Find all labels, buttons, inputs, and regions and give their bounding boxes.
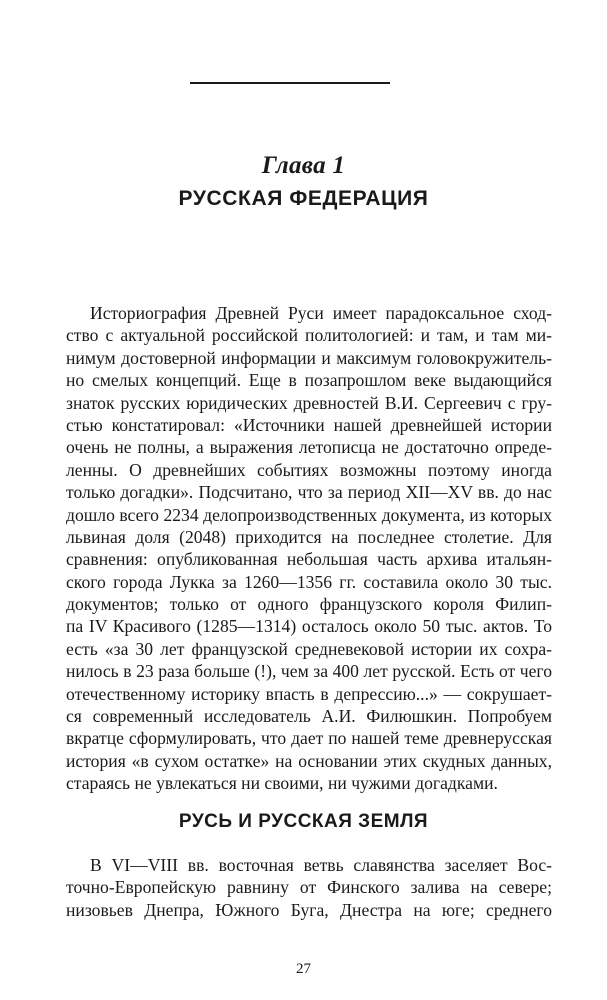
text-line: знаток русских юридических древностей В.И. Сергеевич с гру- <box>66 392 552 413</box>
text-line: стью констатировал: «Источники нашей древнейшей истории <box>66 414 552 435</box>
paragraph-1 <box>66 302 552 795</box>
text-line: история «в сухом остатке» на основании этих скудных данных, <box>66 750 552 771</box>
text-line: ся современный исследователь А.И. Филюшкин. Попробуем <box>66 706 552 727</box>
text-line: вкратце сформулировать, что дает по нашей теме древнерусская <box>66 728 552 749</box>
text-line: низовьев Днепра, Южного Буга, Днестра на юге; среднего <box>66 899 552 920</box>
text-line: нимум достоверной информации и максимум головокружитель- <box>66 347 552 368</box>
text-line: только догадки». Подсчитано, что за период XII—XV вв. до нас <box>66 482 552 503</box>
text-line: отечественному историку впасть в депрессию...» — сокрушает- <box>66 683 552 704</box>
text-line: дошло всего 2234 делопроизводственных документа, из которых <box>66 504 552 525</box>
text-line: В VI—VIII вв. восточная ветвь славянства заселяет Вос- <box>90 855 552 875</box>
text-line: Историография Древней Руси имеет парадоксальное сход- <box>90 303 552 323</box>
page-number: 27 <box>296 961 311 977</box>
text-line: ского города Лукка за 1260—1356 гг. составила около 30 тыс. <box>66 571 552 592</box>
text-line: но смелых концепций. Еще в позапрошлом веке выдающийся <box>66 370 552 391</box>
text-line: документов; только от одного французского короля Филип- <box>66 594 552 615</box>
section-title: РУСЬ И РУССКАЯ ЗЕМЛЯ <box>178 811 429 832</box>
chapter-title: РУССКАЯ ФЕДЕРАЦИЯ <box>178 187 429 210</box>
text-line: точно-Европейскую равнину от Финского залива на севере; <box>66 877 552 898</box>
paragraph-2 <box>66 854 552 921</box>
text-line: стараясь не увлекаться ни своими, ни чужими догадками. <box>66 773 498 794</box>
text-line: очень не полны, а выражения летописца не достаточно опреде- <box>66 437 552 458</box>
text-line: па IV Красивого (1285—1314) осталось около 50 тыс. актов. То <box>66 616 552 637</box>
text-line: ленны. О древнейших событиях возможны поэтому иногда <box>66 459 552 480</box>
text-line: есть «за 30 лет французской средневековой истории их сохра- <box>66 638 552 659</box>
text-line: нилось в 23 раза больше (!), чем за 400 лет русской. Есть от чего <box>66 661 552 682</box>
text-line: львиная доля (2048) приходится на последнее столетие. Для <box>66 526 552 547</box>
text-line: ство с актуальной российской политологией: и там, и там ми- <box>66 325 552 346</box>
chapter-label: Глава 1 <box>261 152 346 179</box>
decorative-rule <box>190 82 390 84</box>
text-line: сравнения: опубликованная небольшая часть архива итальян- <box>66 549 552 570</box>
